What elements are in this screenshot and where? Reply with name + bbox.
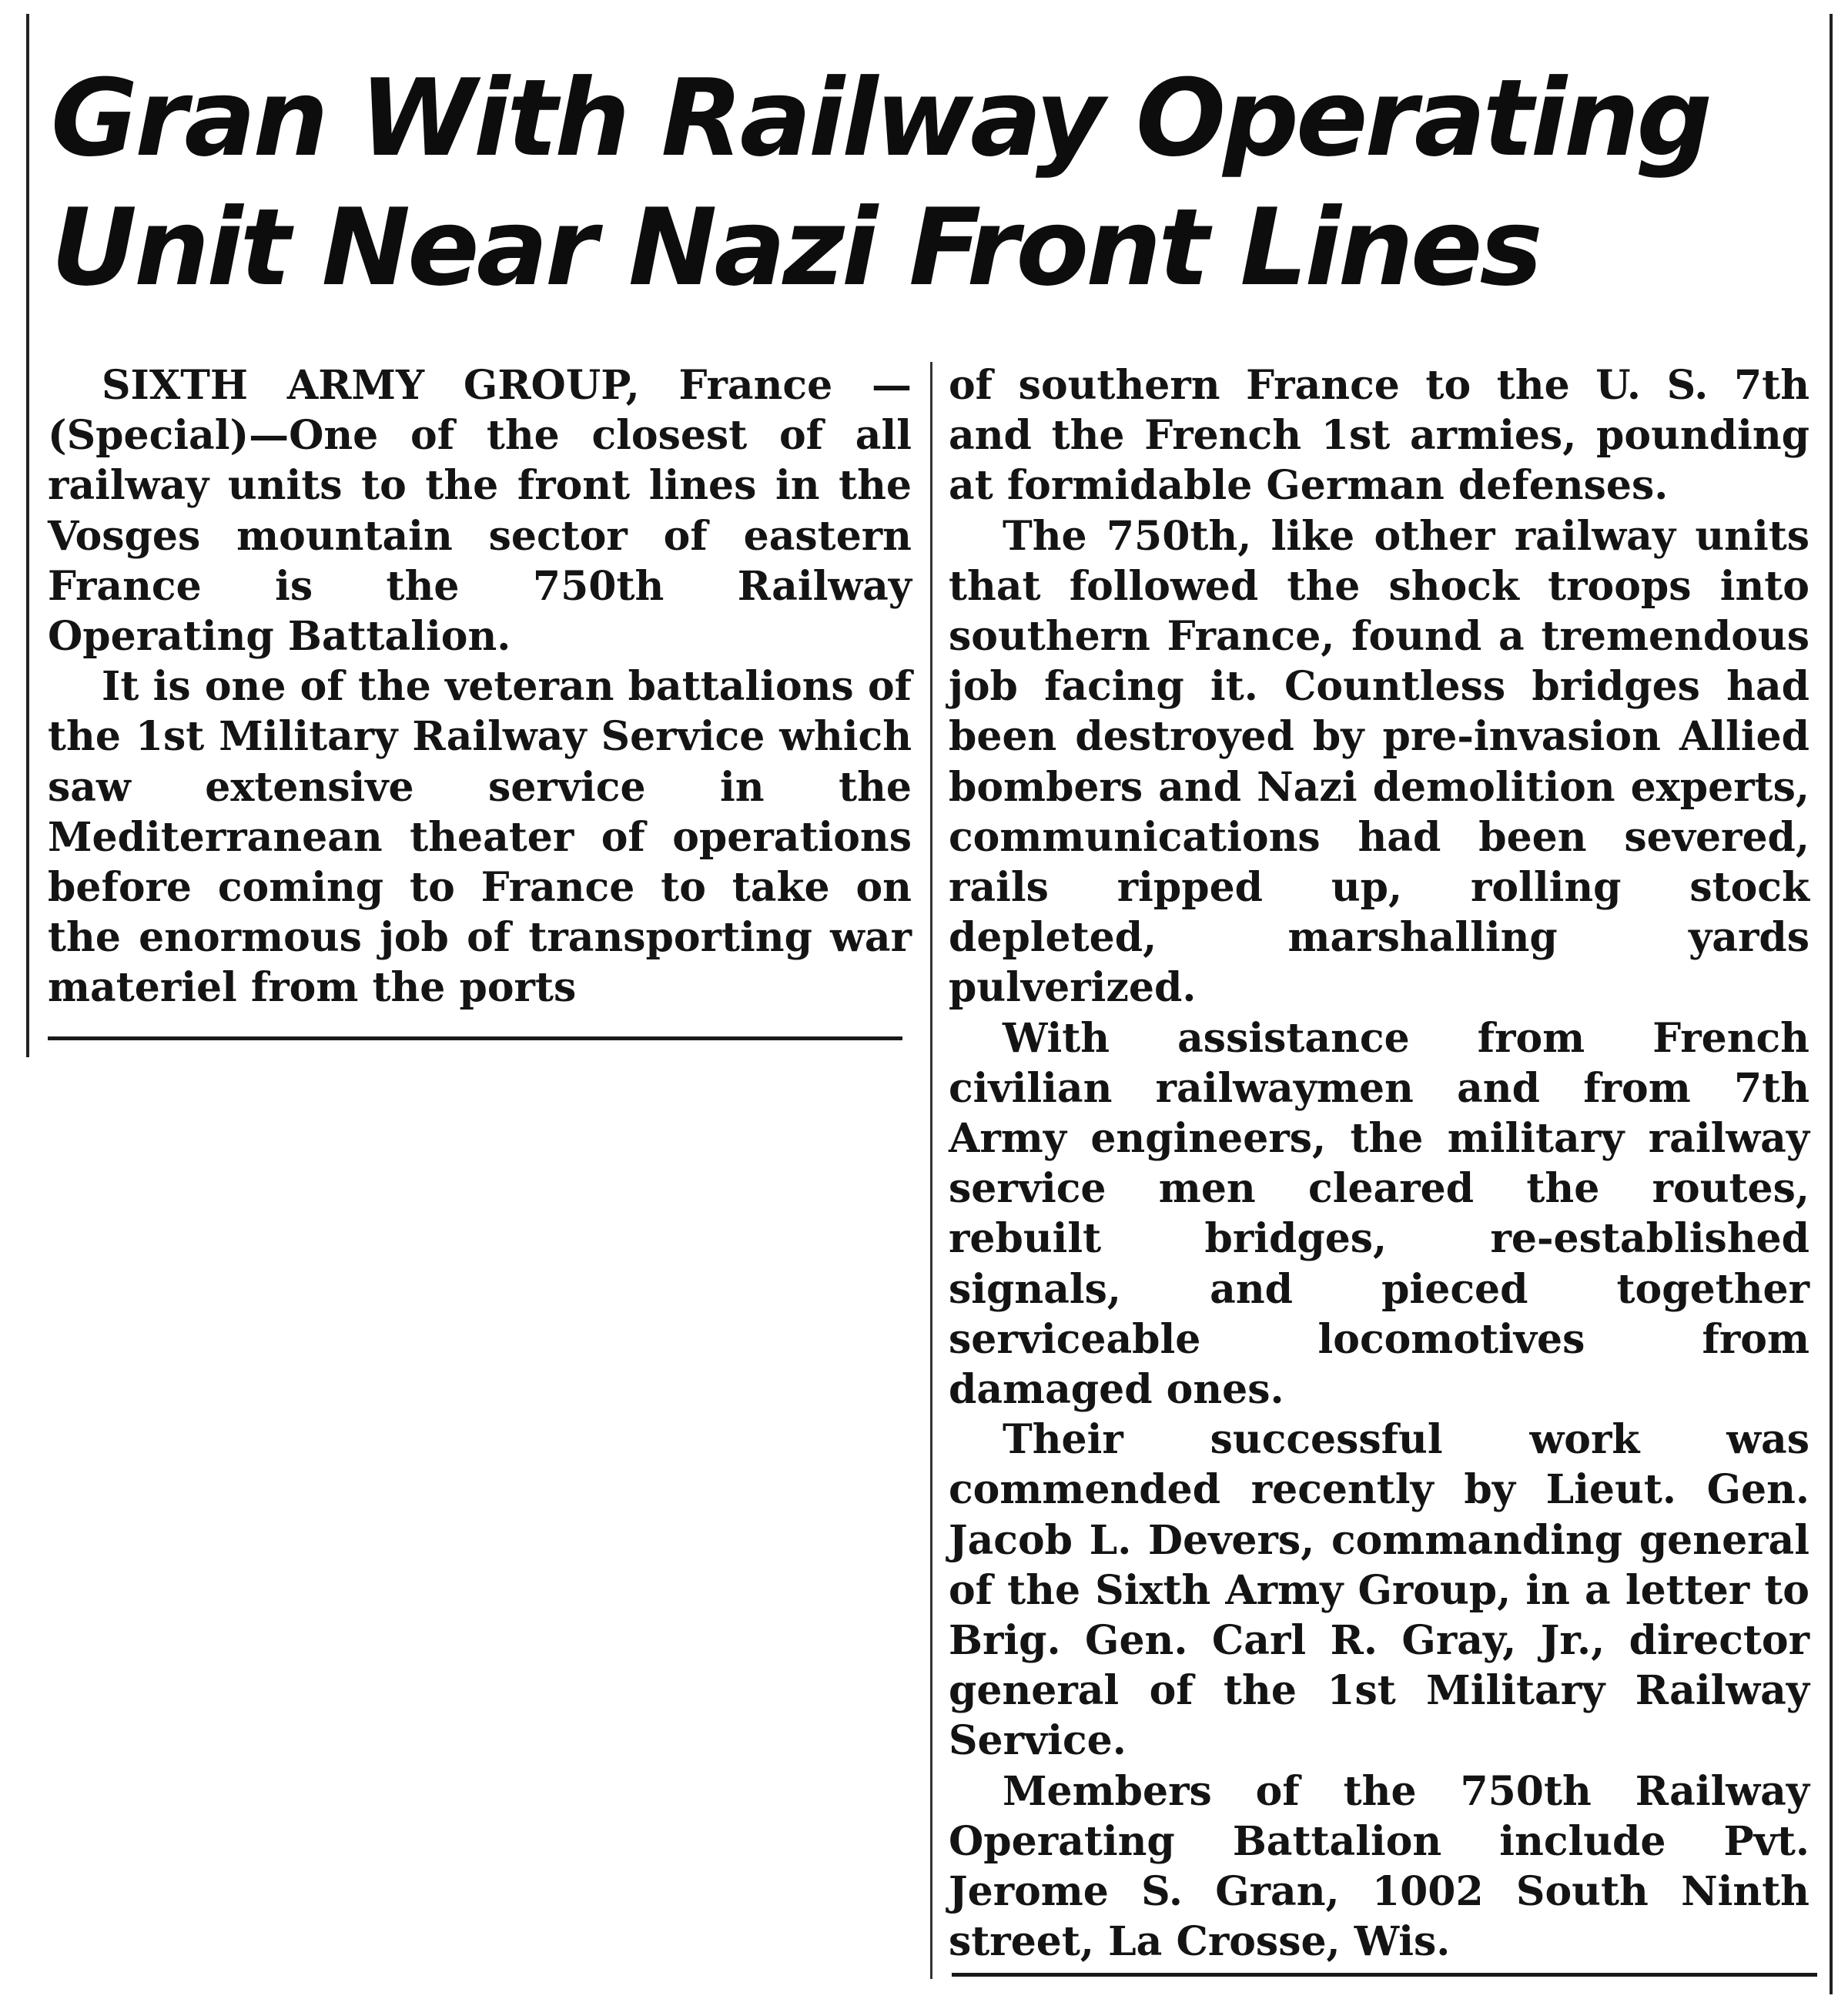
article-end-rule [952,1973,1817,1977]
paragraph-commended: Their successful work was commended recently by Lieut. Gen. Jacob L. Devers, commanding general of the Sixth Army Group, in a letter to Brig. Gen. Carl R. Gray, Jr., director general of the 1st Military Railway Service. [949,1416,1810,1765]
paragraph-continued: of southern France to the U. S. 7th and the French 1st armies, pounding at formidable German defenses. [949,362,1810,510]
paragraph-dateline: SIXTH ARMY GROUP, France —(Special)—One of the closest of all railway units to the front lines in the Vosges mountain sector of eastern France is the 750th Railway Operating Battalion. [48,362,912,661]
left-column-end-rule [48,1036,902,1040]
column-divider [930,362,932,1979]
headline [51,54,1814,313]
paragraph-tremendous-job: The 750th, like other railway units that followed the shock troops into southern France, found a tremendous job facing it. Countless bridges had been destroyed by pre-invasion Allied bombers and Nazi demolition experts, communications had been severed, rails ripped up, rolling stock depleted, marshalling yards pulverized. [949,512,1810,1012]
left-border-rule [26,14,29,1057]
left-column [48,360,912,1013]
right-column [949,360,1810,1967]
paragraph-veteran-battalions: It is one of the veteran battalions of the 1st Military Railway Service which saw extensive service in the Mediterranean theater of operations before coming to France to take on the enormous job of transporting war materiel from the ports [48,663,912,1012]
right-border-rule [1830,14,1833,1994]
paragraph-members: Members of the 750th Railway Operating Battalion include Pvt. Jerome S. Gran, 1002 South Ninth street, La Crosse, Wis. [949,1767,1810,1966]
headline-line-1: Gran With Railway Operating [51,56,1710,180]
headline-line-2: Unit Near Nazi Front Lines [51,186,1540,310]
paragraph-assistance: With assistance from French civilian railwaymen and from 7th Army engineers, the military railway service men cleared the routes, rebuilt bridges, re-established signals, and pieced together serviceable locomotives from damaged ones. [949,1014,1810,1414]
